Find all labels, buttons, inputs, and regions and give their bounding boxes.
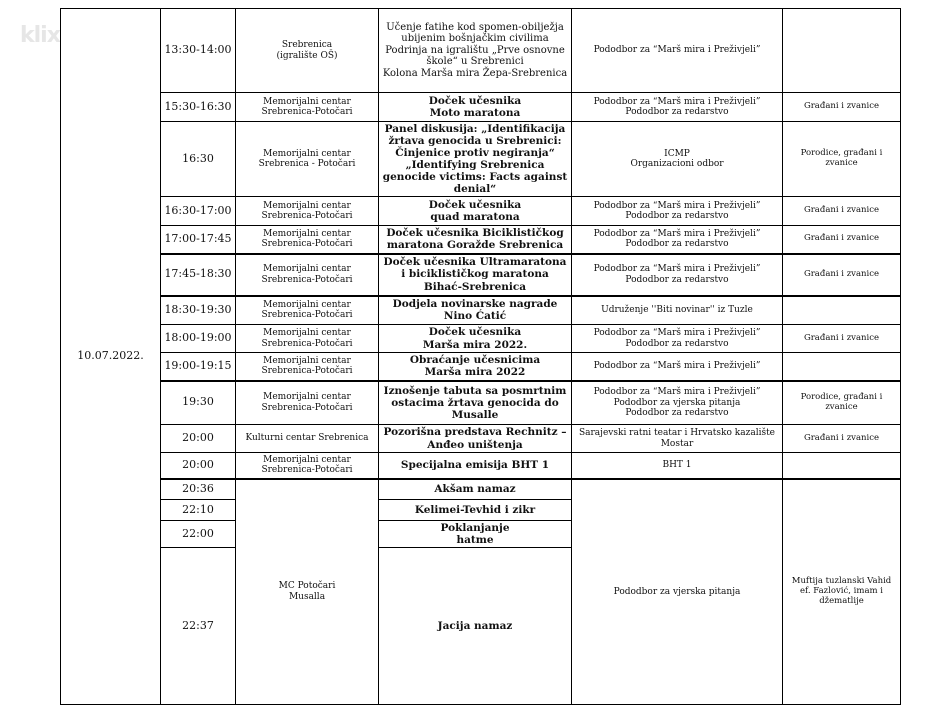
- table-row: [61, 425, 901, 453]
- attendees-cell: Porodice, građani i zvanice: [783, 381, 901, 425]
- event-cell: Kelimei-Tevhid i zikr: [379, 500, 572, 521]
- event-cell: Dodjela novinarske nagrade Nino Ćatić: [379, 296, 572, 325]
- location-cell: Memorijalni centar Srebrenica-Potočari: [236, 296, 379, 325]
- event-cell: Učenje fatihe kod spomen-obilježja ubijenim bošnjačkim civilima Podrinja na igralištu „Prve osnovne škole“ u Srebrenici Kolona Marša mira Žepa-Srebrenica: [379, 9, 572, 93]
- location-cell: Kulturni centar Srebrenica: [236, 425, 379, 453]
- time-cell: 17:00-17:45: [161, 226, 236, 254]
- location-cell: Memorijalni centar Srebrenica-Potočari: [236, 453, 379, 479]
- table-row: [61, 453, 901, 479]
- organizer-cell: Udruženje ''Biti novinar'' iz Tuzle: [572, 296, 783, 325]
- date-cell: 10.07.2022.: [61, 9, 161, 705]
- organizer-cell: Pododbor za “Marš mira i Preživjeli”: [572, 353, 783, 381]
- organizer-cell: Pododbor za vjerska pitanja: [572, 479, 783, 705]
- location-cell: Memorijalni centar Srebrenica-Potočari: [236, 197, 379, 226]
- organizer-cell: Pododbor za “Marš mira i Preživjeli” Pododbor za redarstvo: [572, 325, 783, 353]
- event-cell: Jacija namaz: [379, 548, 572, 705]
- attendees-cell: Građani i zvanice: [783, 325, 901, 353]
- location-cell: Memorijalni centar Srebrenica-Potočari: [236, 93, 379, 122]
- attendees-cell: [783, 9, 901, 93]
- organizer-cell: Pododbor za “Marš mira i Preživjeli” Pododbor za redarstvo: [572, 93, 783, 122]
- location-cell: Memorijalni centar Srebrenica-Potočari: [236, 254, 379, 296]
- organizer-cell: Pododbor za “Marš mira i Preživjeli” Pododbor za redarstvo: [572, 197, 783, 226]
- location-cell: MC Potočari Musalla: [236, 479, 379, 705]
- organizer-cell: Pododbor za “Marš mira i Preživjeli” Pododbor za redarstvo: [572, 254, 783, 296]
- attendees-cell: [783, 296, 901, 325]
- time-cell: 16:30-17:00: [161, 197, 236, 226]
- attendees-cell: Građani i zvanice: [783, 254, 901, 296]
- time-cell: 22:10: [161, 500, 236, 521]
- table-row: [61, 479, 901, 500]
- event-cell: Doček učesnika Biciklističkog maratona Goražde Srebrenica: [379, 226, 572, 254]
- attendees-cell: [783, 353, 901, 381]
- schedule-table: [60, 8, 901, 705]
- klix-watermark: klix: [20, 23, 60, 48]
- table-row: [61, 381, 901, 425]
- time-cell: 20:00: [161, 453, 236, 479]
- organizer-cell: Sarajevski ratni teatar i Hrvatsko kazalište Mostar: [572, 425, 783, 453]
- event-cell: Poklanjanje hatme: [379, 521, 572, 548]
- organizer-cell: Pododbor za “Marš mira i Preživjeli” Pododbor za vjerska pitanja Pododbor za redarstvo: [572, 381, 783, 425]
- table-row: [61, 226, 901, 254]
- event-cell: Obraćanje učesnicima Marša mira 2022: [379, 353, 572, 381]
- table-row: [61, 325, 901, 353]
- time-cell: 15:30-16:30: [161, 93, 236, 122]
- event-cell: Doček učesnika Moto maratona: [379, 93, 572, 122]
- organizer-cell: ICMP Organizacioni odbor: [572, 122, 783, 197]
- time-cell: 13:30-14:00: [161, 9, 236, 93]
- time-cell: 16:30: [161, 122, 236, 197]
- table-row: [61, 254, 901, 296]
- time-cell: 22:37: [161, 548, 236, 705]
- table-row: [61, 9, 901, 93]
- table-row: [61, 296, 901, 325]
- time-cell: 20:36: [161, 479, 236, 500]
- event-cell: Pozorišna predstava Rechnitz – Anđeo uništenja: [379, 425, 572, 453]
- attendees-cell: Građani i zvanice: [783, 197, 901, 226]
- location-cell: Memorijalni centar Srebrenica-Potočari: [236, 226, 379, 254]
- event-cell: Iznošenje tabuta sa posmrtnim ostacima žrtava genocida do Musalle: [379, 381, 572, 425]
- organizer-cell: Pododbor za “Marš mira i Preživjeli” Pododbor za redarstvo: [572, 226, 783, 254]
- event-cell: Panel diskusija: „Identifikacija žrtava genocida u Srebrenici: Činjenice protiv negiranja“ „Identifying Srebrenica genocide victims: Facts against denial“: [379, 122, 572, 197]
- event-cell: Doček učesnika quad maratona: [379, 197, 572, 226]
- location-cell: Srebrenica (igralište OŠ): [236, 9, 379, 93]
- time-cell: 19:00-19:15: [161, 353, 236, 381]
- event-cell: Specijalna emisija BHT 1: [379, 453, 572, 479]
- attendees-cell: Građani i zvanice: [783, 425, 901, 453]
- table-row: [61, 353, 901, 381]
- event-cell: Doček učesnika Ultramaratona i biciklističkog maratona Bihać-Srebrenica: [379, 254, 572, 296]
- time-cell: 18:00-19:00: [161, 325, 236, 353]
- table-row: [61, 93, 901, 122]
- time-cell: 17:45-18:30: [161, 254, 236, 296]
- time-cell: 20:00: [161, 425, 236, 453]
- time-cell: 19:30: [161, 381, 236, 425]
- attendees-cell: Građani i zvanice: [783, 226, 901, 254]
- event-cell: Akšam namaz: [379, 479, 572, 500]
- table-row: [61, 197, 901, 226]
- attendees-cell: Građani i zvanice: [783, 93, 901, 122]
- table-row: [61, 122, 901, 197]
- attendees-cell: [783, 453, 901, 479]
- location-cell: Memorijalni centar Srebrenica - Potočari: [236, 122, 379, 197]
- attendees-cell: Muftija tuzlanski Vahid ef. Fazlović, imam i džematlije: [783, 479, 901, 705]
- attendees-cell: Porodice, građani i zvanice: [783, 122, 901, 197]
- event-cell: Doček učesnika Marša mira 2022.: [379, 325, 572, 353]
- time-cell: 18:30-19:30: [161, 296, 236, 325]
- location-cell: Memorijalni centar Srebrenica-Potočari: [236, 325, 379, 353]
- location-cell: Memorijalni centar Srebrenica-Potočari: [236, 353, 379, 381]
- location-cell: Memorijalni centar Srebrenica-Potočari: [236, 381, 379, 425]
- organizer-cell: BHT 1: [572, 453, 783, 479]
- organizer-cell: Pododbor za “Marš mira i Preživjeli”: [572, 9, 783, 93]
- time-cell: 22:00: [161, 521, 236, 548]
